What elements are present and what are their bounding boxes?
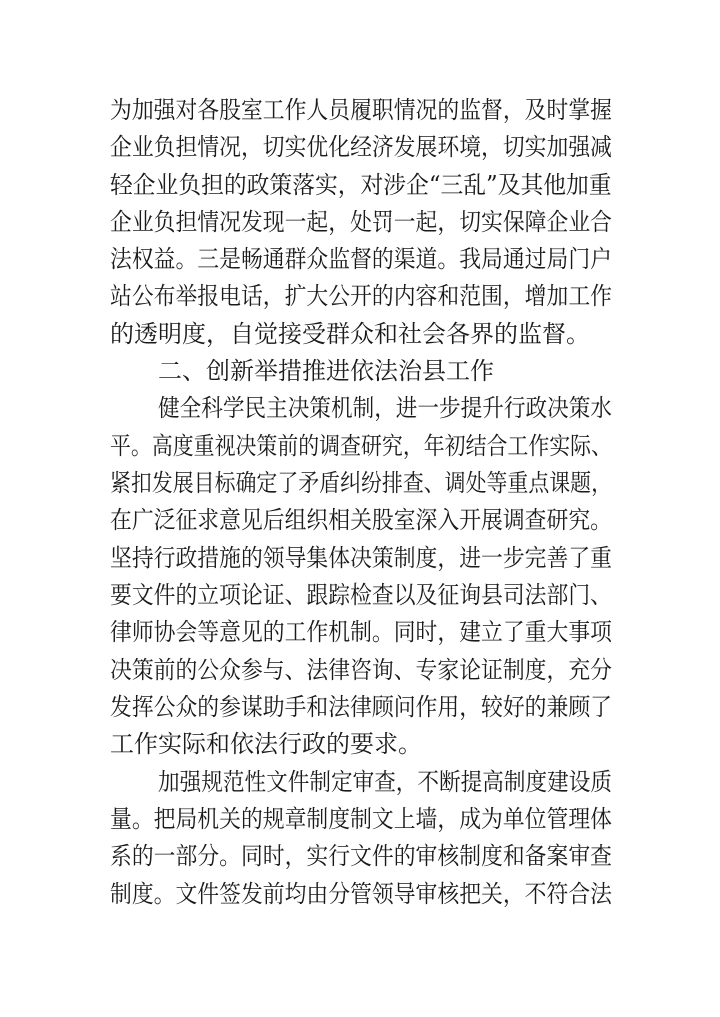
text-line: 系的一部分。同时，实行文件的审核制度和备案审查	[110, 842, 612, 870]
paragraph-first-line: 加强规范性文件制定审查，不断提高制度建设质	[158, 768, 613, 796]
text-line: 律师协会等意见的工作机制。同时，建立了重大事项	[110, 618, 612, 646]
text-line: 坚持行政措施的领导集体决策制度，进一步完善了重	[110, 544, 612, 572]
text-line: 轻企业负担的政策落实，对涉企“三乱”及其他加重	[110, 171, 612, 199]
text-line: 发挥公众的参谋助手和法律顾问作用，较好的兼顾了	[110, 693, 612, 721]
text-line: 企业负担情况发现一起，处罚一起，切实保障企业合	[110, 208, 612, 236]
paragraph-first-line: 健全科学民主决策机制，进一步提升行政决策水	[158, 394, 613, 422]
text-line: 平。高度重视决策前的调查研究，年初结合工作实际、	[110, 432, 612, 460]
text-line: 的透明度，自觉接受群众和社会各界的监督。	[110, 320, 590, 348]
text-line: 制度。文件签发前均由分管领导审核把关，不符合法	[110, 880, 612, 908]
text-line: 在广泛征求意见后组织相关股室深入开展调查研究。	[110, 506, 612, 534]
section-heading: 二、创新举措推进依法治县工作	[158, 357, 494, 385]
text-line: 法权益。三是畅通群众监督的渠道。我局通过局门户	[110, 245, 612, 273]
text-line: 决策前的公众参与、法律咨询、专家论证制度，充分	[110, 656, 612, 684]
text-line: 企业负担情况，切实优化经济发展环境，切实加强减	[110, 133, 612, 161]
text-line: 工作实际和依法行政的要求。	[110, 730, 422, 758]
text-line: 为加强对各股室工作人员履职情况的监督，及时掌握	[110, 96, 612, 124]
text-line: 紧扣发展目标确定了矛盾纠纷排查、调处等重点课题，	[110, 469, 612, 497]
text-line: 站公布举报电话，扩大公开的内容和范围，增加工作	[110, 282, 612, 310]
text-line: 要文件的立项论证、跟踪检查以及征询县司法部门、	[110, 581, 612, 609]
text-line: 量。把局机关的规章制度制文上墙，成为单位管理体	[110, 805, 612, 833]
